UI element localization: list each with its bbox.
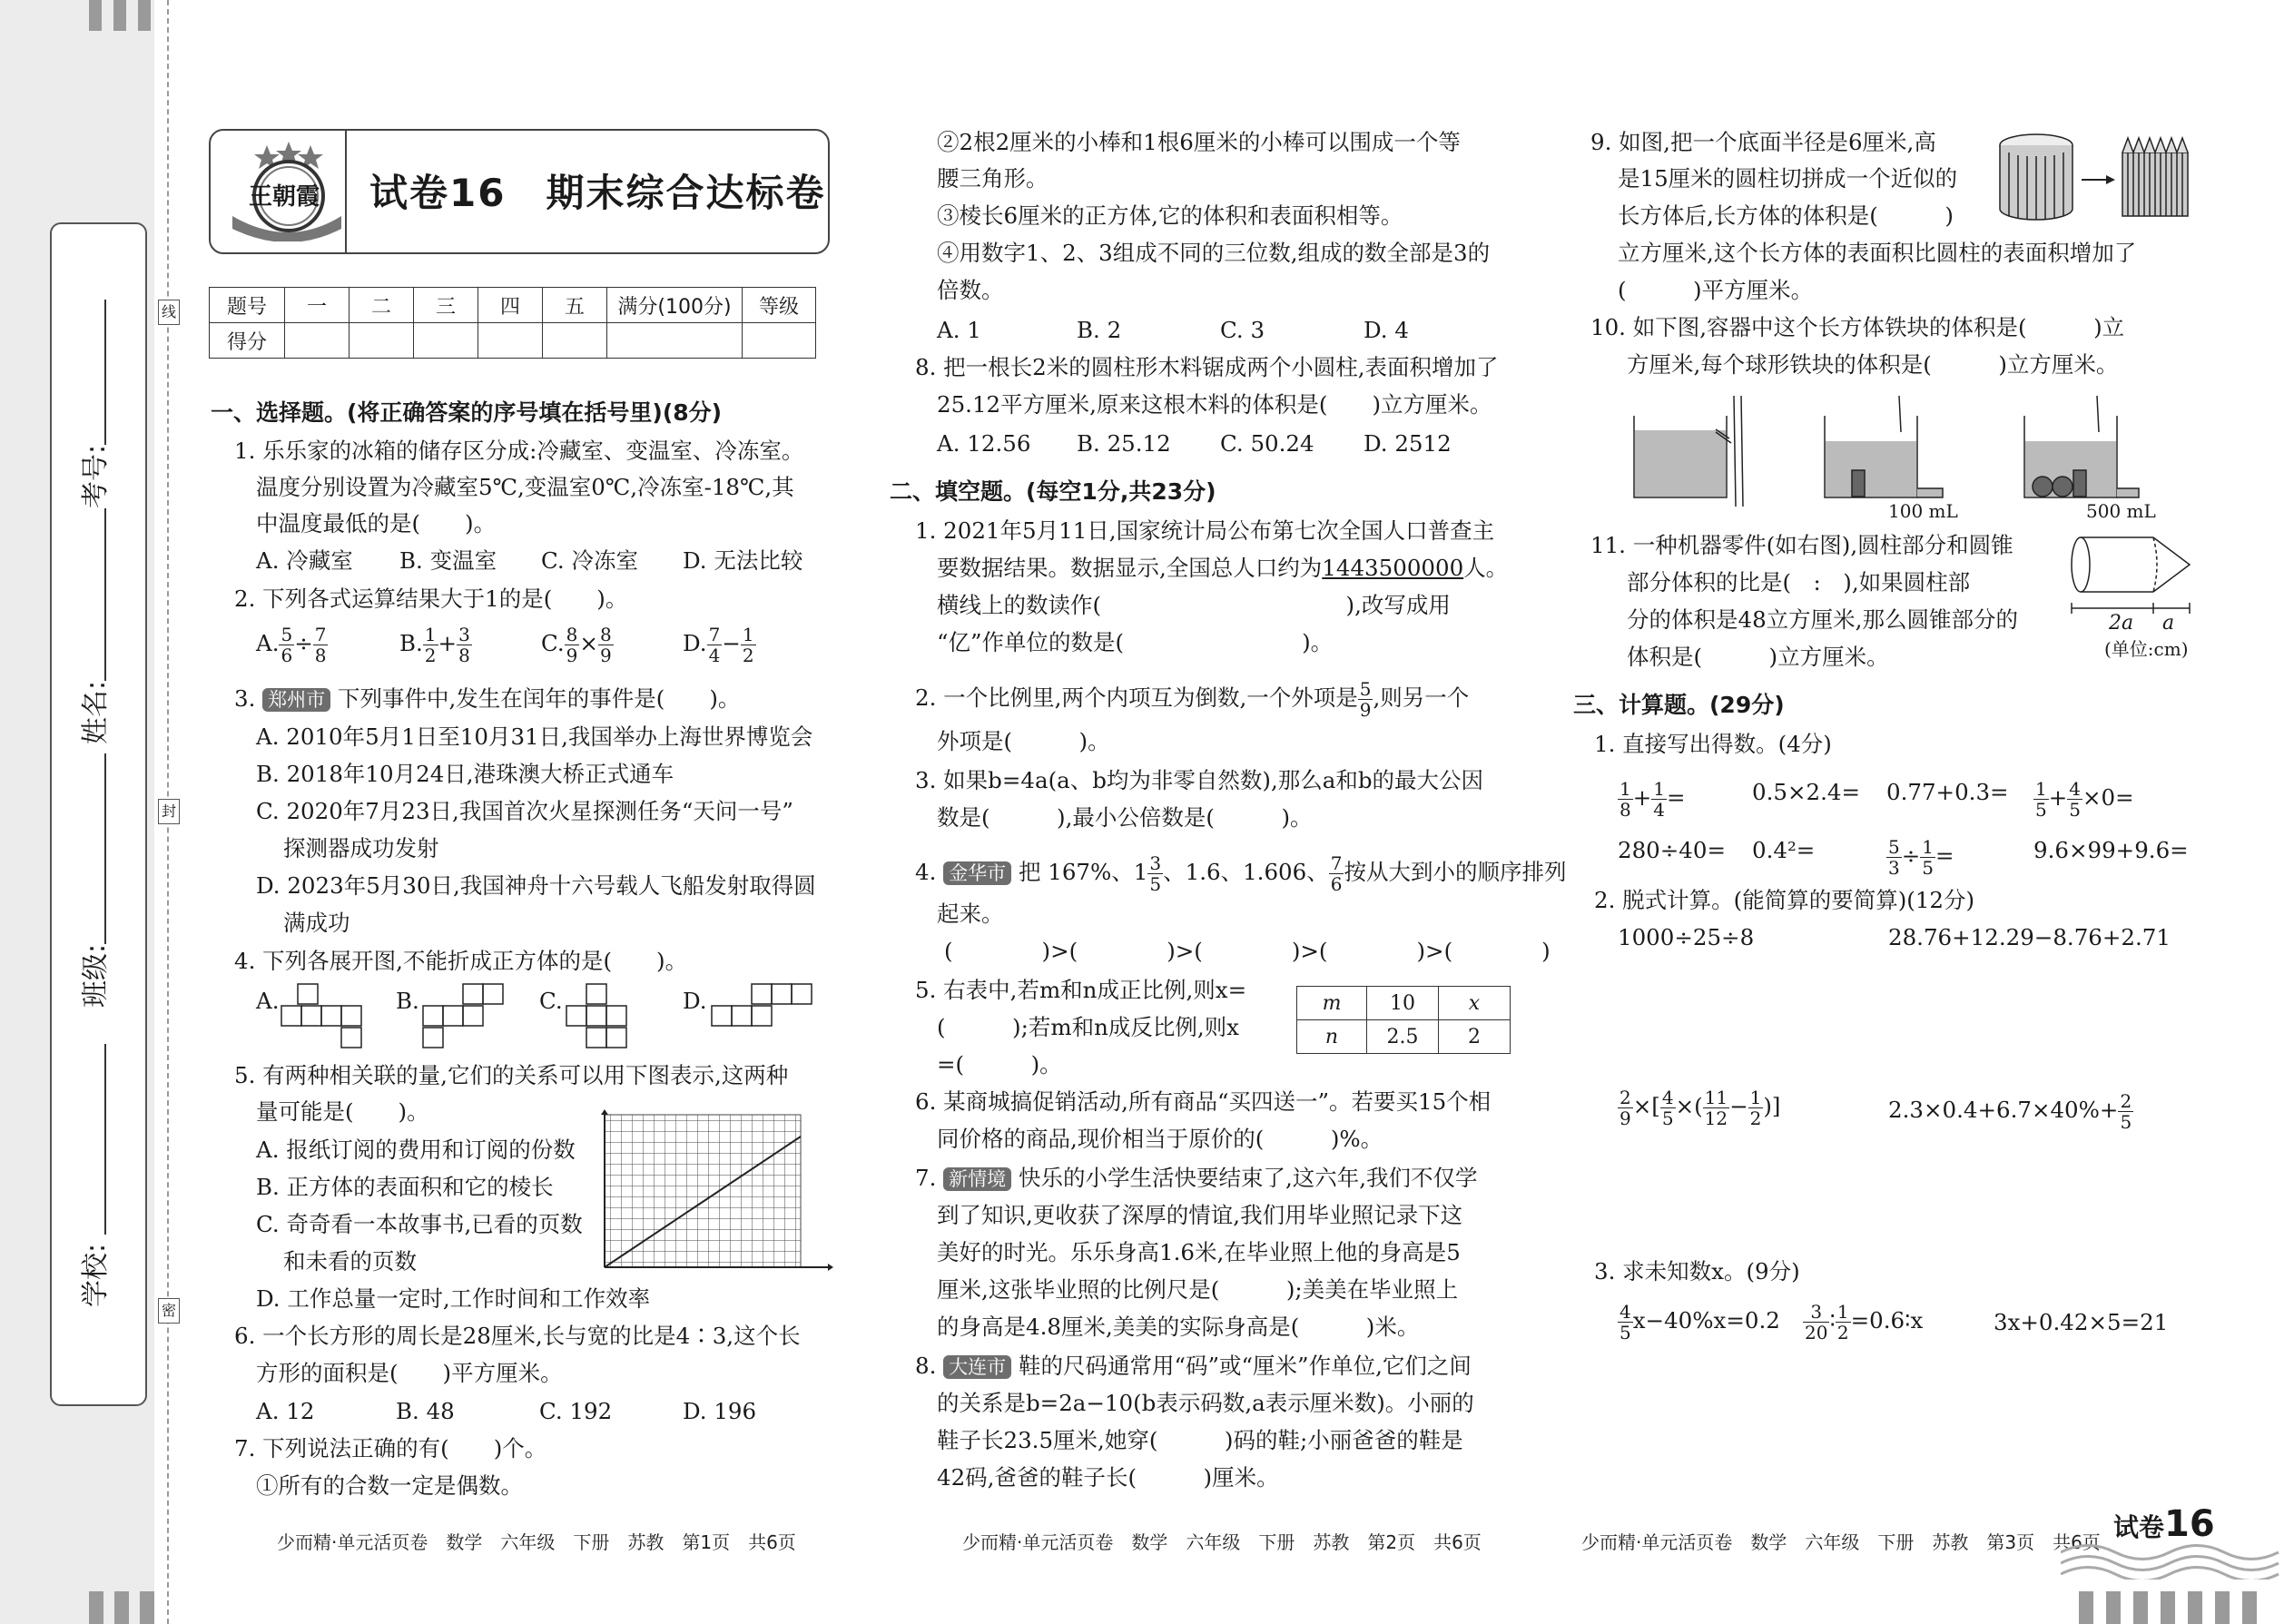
question-text: 中温度最低的是( )。 — [256, 510, 497, 536]
score-cell: 得分 — [210, 323, 285, 359]
equation: $\frac{3}{20}$ ∶ $\frac{1}{2}$ =0.6∶x — [1805, 1301, 1924, 1343]
option-text: A. 12.56 — [937, 430, 1031, 457]
region-tag: 金华市 — [943, 861, 1011, 885]
calc-expr: $\frac{2}{9}$ ×[ $\frac{4}{5}$ ×( $\frac{11}{12}$ − $\frac{1}{2}$ )] — [1620, 1087, 1781, 1129]
calc-expr: 28.76+12.29−8.76+2.71 — [1888, 924, 2171, 950]
score-cell: 等级 — [743, 288, 816, 323]
question-text: 是15厘米的圆柱切拼成一个近似的 — [1618, 165, 1958, 192]
option-text: A. 冷藏室 — [256, 547, 353, 574]
page-footer: 少而精·单元活页卷 数学 六年级 下册 苏教 第1页 共6页 — [277, 1531, 796, 1553]
answer-blanks[interactable]: ( )>( )>( )>( )>( ) — [944, 938, 1551, 964]
logo-text: 王朝霞 — [249, 183, 320, 211]
registration-mark — [2106, 1591, 2121, 1624]
school-label: 学校: — [80, 1243, 112, 1307]
question-text: 要数据结果。数据显示,全国总人口约为1443500000人。 — [937, 555, 1509, 581]
score-input-cell[interactable] — [543, 323, 607, 359]
school-field[interactable] — [104, 1044, 106, 1235]
score-input-cell[interactable] — [414, 323, 478, 359]
grid-line-graph — [599, 1109, 833, 1275]
option-q2d: D. $\frac{7}{4}$ − $\frac{1}{2}$ — [683, 624, 754, 666]
section-calc: 三、计算题。(29分) — [1573, 692, 1785, 718]
region-tag: 大连市 — [943, 1355, 1011, 1379]
question-text: 3. 如果b=4a(a、b均为非零自然数),那么a和b的最大公因 — [915, 767, 1484, 793]
question-text: ②2根2厘米的小棒和1根6厘米的小棒可以围成一个等 — [937, 129, 1461, 155]
unit-label: (单位:cm) — [2104, 638, 2189, 660]
calc-expr: 280÷40= — [1618, 837, 1726, 863]
seal-char: 密 — [158, 1298, 180, 1324]
option-text: C. 2020年7月23日,我国首次火星探测任务“天问一号” — [256, 798, 793, 824]
containers-figure — [1625, 389, 2142, 523]
table-cell: 2 — [1439, 1020, 1511, 1054]
question-text: 立方厘米,这个长方体的表面积比圆柱的表面积增加了 — [1618, 240, 2137, 266]
question-text: 9. 如图,把一个底面半径是6厘米,高 — [1590, 129, 1936, 155]
question-text: 3. 求未知数x。(9分) — [1594, 1258, 1800, 1284]
question-text: 方形的面积是( )平方厘米。 — [256, 1360, 563, 1386]
header-divider — [345, 131, 347, 252]
calc-expr: $\frac{1}{5}$ + $\frac{4}{5}$ ×0= — [2035, 778, 2134, 821]
question-text: 6. 一个长方形的周长是28厘米,长与宽的比是4∶3,这个长 — [234, 1323, 801, 1349]
cube-net-c — [565, 982, 677, 1051]
cube-net-a — [280, 982, 392, 1051]
score-cell: 二 — [350, 288, 414, 323]
question-text: 4. 下列各展开图,不能折成正方体的是( )。 — [234, 948, 688, 974]
option-text: B. 25.12 — [1077, 430, 1171, 457]
question-text: 2. 下列各式运算结果大于1的是( )。 — [234, 586, 628, 612]
question-text: 厘米,这张毕业照的比例尺是( );美美在毕业照上 — [937, 1276, 1459, 1303]
equation: $\frac{4}{5}$ x−40%x=0.2 — [1620, 1301, 1780, 1343]
question-text: ( );若m和n成反比例,则x — [937, 1014, 1239, 1040]
question-text: ③棱长6厘米的正方体,它的体积和表面积相等。 — [937, 202, 1403, 229]
score-input-cell[interactable] — [478, 323, 543, 359]
question-text: 鞋子长23.5厘米,她穿( )码的鞋;小丽爸爸的鞋是 — [937, 1427, 1463, 1453]
question-text: 腰三角形。 — [937, 165, 1049, 192]
option-q2b: B. $\frac{1}{2}$ + $\frac{3}{8}$ — [399, 624, 470, 666]
registration-mark — [2079, 1591, 2093, 1624]
calc-expr: 2.3×0.4+6.7×40%+ $\frac{2}{5}$ — [1888, 1090, 2132, 1133]
option-q2c: C. $\frac{8}{9}$ × $\frac{8}{9}$ — [541, 624, 612, 666]
exam-number: 试卷16 — [2113, 1503, 2215, 1545]
question-text: 的身高是4.8厘米,美美的实际身高是( )米。 — [937, 1314, 1420, 1340]
option-text: D. 4 — [1364, 317, 1409, 343]
registration-mark — [2188, 1591, 2202, 1624]
calc-expr: 9.6×99+9.6= — [2033, 837, 2189, 863]
question-text: 长方体后,长方体的体积是( ) — [1618, 202, 1954, 229]
question-text: 横线上的数读作( ),改写成用 — [937, 592, 1451, 618]
question-text: 方厘米,每个球形铁块的体积是( )立方厘米。 — [1627, 351, 2119, 378]
score-cell: 题号 — [210, 288, 285, 323]
registration-mark — [89, 0, 102, 31]
question-text: 10. 如下图,容器中这个长方体铁块的体积是( )立 — [1590, 314, 2125, 340]
proportion-table — [1296, 986, 1511, 1054]
score-table — [209, 287, 816, 359]
table-cell: x — [1439, 987, 1511, 1020]
calc-expr: $\frac{1}{8}$ + $\frac{1}{4}$ = — [1620, 778, 1686, 821]
registration-mark — [2161, 1591, 2175, 1624]
option-text: A. 12 — [256, 1398, 315, 1424]
question-text: 7. 新情境 快乐的小学生活快要结束了,这六年,我们不仅学 — [915, 1165, 1478, 1191]
option-text: C. 192 — [539, 1398, 613, 1424]
option-text: D. 2512 — [1364, 430, 1452, 457]
page-footer: 少而精·单元活页卷 数学 六年级 下册 苏教 第2页 共6页 — [962, 1531, 1482, 1553]
score-input-cell[interactable] — [743, 323, 816, 359]
question-text: =( )。 — [937, 1051, 1062, 1078]
container-label: 500 mL — [2086, 500, 2156, 522]
option-text: B. 2 — [1077, 317, 1122, 343]
option-text: C. 冷冻室 — [541, 547, 638, 574]
question-text: 数是( ),最小公倍数是( )。 — [937, 804, 1313, 831]
container-label: 100 mL — [1888, 500, 1958, 522]
question-text: 1. 直接写出得数。(4分) — [1594, 731, 1832, 757]
option-text: B. 2018年10月24日,港珠澳大桥正式通车 — [256, 761, 674, 787]
question-text: ①所有的合数一定是偶数。 — [256, 1472, 523, 1499]
option-text: C. — [539, 988, 563, 1014]
score-cell: 一 — [285, 288, 350, 323]
question-text: 美好的时光。乐乐身高1.6米,在毕业照上他的身高是5 — [937, 1239, 1461, 1265]
question-text: 分的体积是48立方厘米,那么圆锥部分的 — [1627, 606, 2018, 633]
option-text: A. 1 — [937, 317, 981, 343]
name-field[interactable] — [104, 508, 106, 681]
question-text: 2. 脱式计算。(能简算的要简算)(12分) — [1594, 887, 1975, 913]
dimension-label: 2a — [2109, 612, 2134, 635]
question-text: 6. 某商城搞促销活动,所有商品“买四送一”。若要买15个相 — [915, 1088, 1492, 1115]
question-text: 8. 大连市 鞋的尺码通常用“码”或“厘米”作单位,它们之间 — [915, 1353, 1472, 1379]
option-text: B. — [396, 988, 419, 1014]
region-tag: 郑州市 — [262, 688, 330, 712]
cube-net-b — [421, 982, 534, 1051]
registration-mark — [113, 0, 126, 31]
paper-title: 试卷16 期末综合达标卷 — [369, 171, 826, 215]
cylinder-to-cuboid-figure — [1995, 125, 2195, 225]
question-text: 起来。 — [937, 901, 1004, 927]
option-text: D. — [683, 988, 707, 1014]
option-q2a: A. $\frac{5}{6}$ ÷ $\frac{7}{8}$ — [256, 624, 327, 666]
class-label: 班级: — [80, 943, 112, 1008]
class-field[interactable] — [104, 753, 106, 944]
option-text: D. 工作总量一定时,工作时间和工作效率 — [256, 1285, 651, 1312]
question-text: 1. 2021年5月11日,国家统计局公布第七次全国人口普查主 — [915, 517, 1495, 544]
question-text: 4. 金华市 把 167%、1 $\frac{3}{5}$ 、1.6、1.606、 $\frac{7}{6}$ 按从大到小的顺序排列 — [915, 852, 1567, 895]
registration-mark — [114, 1591, 129, 1624]
question-text: 同价格的商品,现价相当于原价的( )%。 — [937, 1126, 1383, 1152]
seal-char: 线 — [158, 300, 180, 325]
score-cell: 五 — [543, 288, 607, 323]
score-cell: 四 — [478, 288, 543, 323]
option-text: C. 奇奇看一本故事书,已看的页数 — [256, 1211, 583, 1237]
question-text: 25.12平方厘米,原来这根木料的体积是( )立方厘米。 — [937, 391, 1492, 418]
seal-char: 封 — [158, 799, 180, 824]
question-text: 8. 把一根长2米的圆柱形木料锯成两个小圆柱,表面积增加了 — [915, 354, 1499, 380]
exam-no-label: 考号: — [80, 444, 112, 508]
question-text: 的关系是b=2a−10(b表示码数,a表示厘米数)。小丽的 — [937, 1390, 1474, 1416]
question-text: 5. 右表中,若m和n成正比例,则x= — [915, 977, 1247, 1003]
calc-expr: $\frac{5}{3}$ ÷ $\frac{1}{5}$ = — [1888, 836, 1954, 879]
page-footer: 少而精·单元活页卷 数学 六年级 下册 苏教 第3页 共6页 — [1581, 1531, 2101, 1553]
score-input-cell[interactable] — [285, 323, 350, 359]
table-cell: m — [1297, 987, 1367, 1020]
question-text: ④用数字1、2、3组成不同的三位数,组成的数全部是3的 — [937, 240, 1491, 266]
binding-panel — [50, 222, 147, 1406]
question-text: 5. 有两种相关联的量,它们的关系可以用下图表示,这两种 — [234, 1062, 789, 1088]
option-text: B. 变温室 — [399, 547, 497, 574]
cube-net-d — [710, 982, 822, 1051]
score-cell: 满分(100分) — [607, 288, 743, 323]
registration-mark — [2133, 1591, 2148, 1624]
option-text: C. 50.24 — [1220, 430, 1314, 457]
score-input-cell[interactable] — [350, 323, 414, 359]
question-text: 外项是( )。 — [937, 728, 1110, 754]
question-text: 42码,爸爸的鞋子长( )厘米。 — [937, 1464, 1279, 1491]
question-text: 2. 一个比例里,两个内项互为倒数,一个外项是 $\frac{5}{9}$ ,则另一个 — [915, 678, 1470, 721]
calc-expr: 0.4²= — [1752, 837, 1816, 863]
machine-part-figure — [2070, 530, 2197, 617]
score-input-cell[interactable] — [607, 323, 743, 359]
option-text: A. — [256, 988, 280, 1014]
context-tag: 新情境 — [943, 1167, 1011, 1191]
equation: 3x+0.42×5=21 — [1994, 1309, 2169, 1335]
option-text: A. 2010年5月1日至10月31日,我国举办上海世界博览会 — [256, 723, 813, 750]
registration-mark — [89, 1591, 103, 1624]
registration-mark — [2215, 1591, 2230, 1624]
question-text: 倍数。 — [937, 277, 1004, 303]
option-text: D. 无法比较 — [683, 547, 803, 574]
option-text: C. 3 — [1220, 317, 1265, 343]
question-text: “亿”作单位的数是( )。 — [937, 629, 1334, 655]
option-text: 满成功 — [283, 910, 350, 936]
registration-mark — [138, 0, 151, 31]
question-text: 量可能是( )。 — [256, 1098, 429, 1125]
section-fill: 二、填空题。(每空1分,共23分) — [890, 478, 1216, 505]
option-text: B. 正方体的表面积和它的棱长 — [256, 1174, 554, 1200]
table-cell: 2.5 — [1367, 1020, 1439, 1054]
table-cell: 10 — [1367, 987, 1439, 1020]
calc-expr: 0.77+0.3= — [1886, 779, 2009, 805]
dimension-label: a — [2162, 612, 2175, 635]
option-text: D. 196 — [683, 1398, 757, 1424]
name-label: 姓名: — [80, 680, 112, 744]
question-text: 温度分别设置为冷藏室5℃,变温室0℃,冷冻室-18℃,其 — [256, 474, 794, 500]
section-choice: 一、选择题。(将正确答案的序号填在括号里)(8分) — [211, 399, 723, 426]
question-text: 3. 郑州市 下列事件中,发生在闰年的事件是( )。 — [234, 685, 741, 712]
option-text: A. 报纸订阅的费用和订阅的份数 — [256, 1137, 576, 1163]
option-text: D. 2023年5月30日,我国神舟十六号载人飞船发射取得圆 — [256, 872, 816, 899]
score-cell: 三 — [414, 288, 478, 323]
calc-expr: 1000÷25÷8 — [1618, 924, 1755, 950]
question-text: 11. 一种机器零件(如右图),圆柱部分和圆锥 — [1590, 532, 2013, 558]
question-text: 体积是( )立方厘米。 — [1627, 644, 1889, 670]
question-text: 7. 下列说法正确的有( )个。 — [234, 1435, 547, 1462]
question-text: ( )平方厘米。 — [1618, 277, 1814, 303]
calc-expr: 0.5×2.4= — [1752, 779, 1860, 805]
question-text: 部分体积的比是( : ),如果圆柱部 — [1627, 569, 1971, 595]
registration-mark — [140, 1591, 154, 1624]
table-cell: n — [1297, 1020, 1367, 1054]
registration-mark — [2242, 1591, 2257, 1624]
question-text: 到了知识,更收获了深厚的情谊,我们用毕业照记录下这 — [937, 1202, 1463, 1228]
wave-decoration — [2061, 1534, 2294, 1580]
option-text: 探测器成功发射 — [283, 835, 439, 861]
option-text: 和未看的页数 — [283, 1248, 417, 1275]
header-box — [209, 129, 830, 254]
exam-no-field[interactable] — [104, 300, 106, 445]
option-text: B. 48 — [396, 1398, 455, 1424]
question-text: 1. 乐乐家的冰箱的储存区分成:冷藏室、变温室、冷冻室。 — [234, 438, 804, 464]
